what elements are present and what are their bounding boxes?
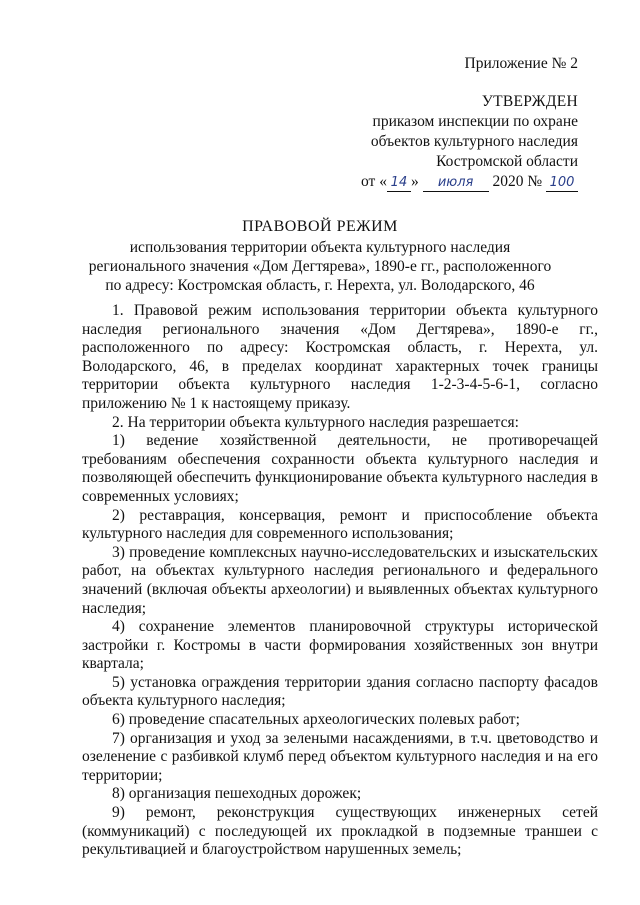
list-item: 3) проведение комплексных научно-исследовательских и изыскательских работ, на объектах культурного наследия регионального и федерального значений (включая объекты археологии) и выявленных объектах культурного наследия;	[82, 543, 598, 617]
list-item: 8) организация пешеходных дорожек;	[112, 785, 362, 803]
paragraph: 1. Правовой режим использования территории объекта культурного наследия регионального значения «Дом Дегтярева», 1890-е гг., расположенного по адресу: Костромская область, г. Нерехта, ул. Володарского, 46, в пределах координат характерных точек границы территории объекта культурного наследия 1-2-3-4-5-6-1, согласно приложению № 1 к настоящему приказу.	[82, 302, 598, 412]
document-subtitle-line: по адресу: Костромская область, г. Нерехта, ул. Володарского, 46	[105, 277, 535, 294]
list-item: 4) сохранение элементов планировочной структуры исторической застройки г. Костромы в части формирования хозяйственных зон внутри квартала;	[82, 618, 598, 673]
order-line: Костромской области	[436, 153, 578, 170]
date-mid: »	[410, 173, 419, 190]
date-year: 2020 №	[492, 173, 543, 190]
list-item: 9) ремонт, реконструкция существующих инженерных сетей (коммуникаций) с последующей их прокладкой в подземные траншеи с рекультивацией и благоустройством нарушенных земель;	[82, 804, 598, 859]
handwritten-order-number: 100	[546, 175, 578, 192]
date-prefix: от «	[361, 173, 387, 190]
handwritten-month: июля	[423, 175, 489, 192]
list-item: 1) ведение хозяйственной деятельности, не противоречащей требованиям обеспечения сохранности объекта культурного наследия и позволяющей обеспечить функционирование объекта культурного наследия в современных условиях;	[82, 432, 598, 505]
approved-heading: УТВЕРЖДЕН	[481, 93, 578, 110]
document-title-block	[60, 218, 580, 295]
list-item: 6) проведение спасательных археологических полевых работ;	[112, 711, 520, 729]
list-item: 2) реставрация, консервация, ремонт и приспособление объекта культурного наследия для современного использования;	[82, 506, 598, 543]
handwritten-day: 14	[387, 175, 411, 192]
document-body	[82, 302, 598, 860]
order-line: объектов культурного наследия	[370, 133, 578, 150]
paragraph: 2. На территории объекта культурного наследия разрешается:	[112, 413, 519, 431]
document-subtitle-line: использования территории объекта культурного наследия	[129, 239, 511, 256]
order-line: приказом инспекции по охране	[372, 113, 578, 130]
approval-block	[361, 54, 578, 192]
document-subtitle-line: регионального значения «Дом Дегтярева», 1890-е гг., расположенного	[88, 258, 552, 275]
appendix-label: Приложение № 2	[464, 55, 578, 72]
list-item: 5) установка ограждения территории здания согласно паспорту фасадов объекта культурного наследия;	[82, 673, 598, 710]
document-title: ПРАВОВОЙ РЕЖИМ	[242, 218, 398, 235]
order-date-line	[361, 172, 578, 192]
list-item: 7) организация и уход за зелеными насаждениями, в т.ч. цветоводство и озеленение с разбивкой клумб перед объектом культурного наследия и на его территории;	[82, 729, 598, 784]
